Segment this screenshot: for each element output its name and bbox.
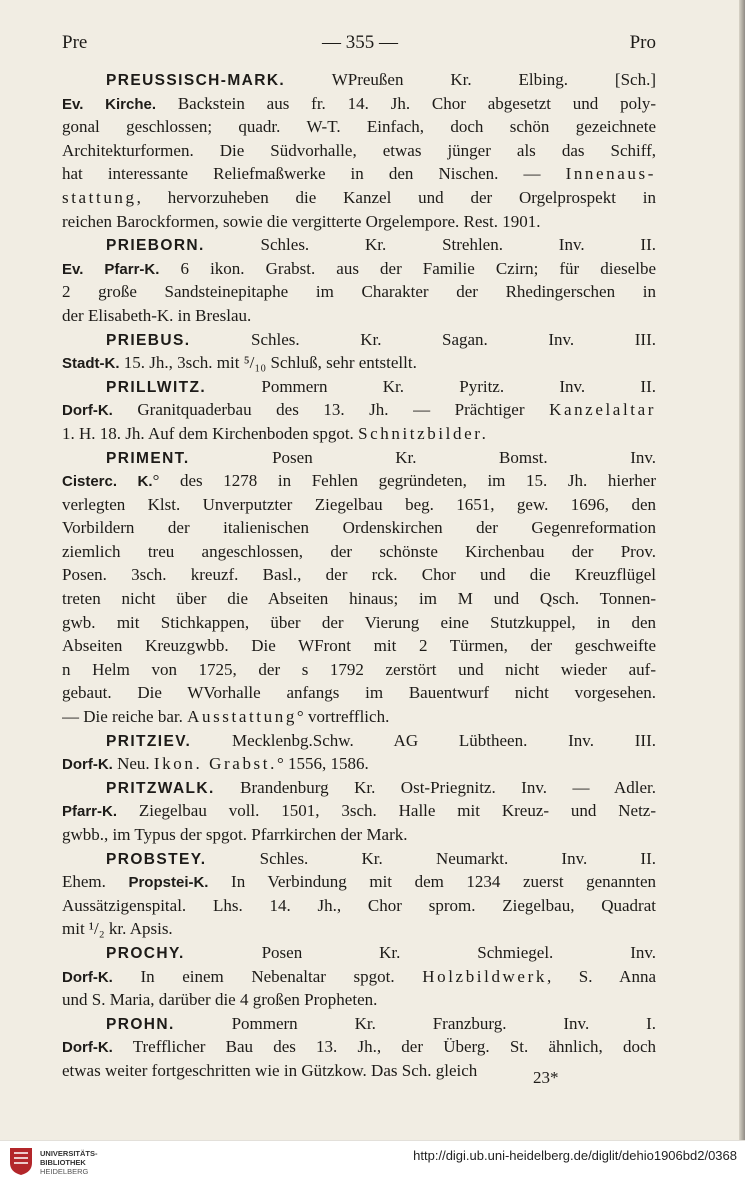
text-run: , S. Anna <box>546 966 656 986</box>
entry-text-line <box>62 611 656 635</box>
entry-text-line <box>62 988 656 1012</box>
spaced-term: Innenaus- <box>565 164 656 184</box>
place-name: PROBSTEY. <box>106 850 207 868</box>
text-run: WPreußen Kr. Elbing. [Sch.] <box>285 70 656 89</box>
text-run: der Elisabeth-K. in Breslau. <box>62 305 252 325</box>
entry-heading-line <box>62 233 656 257</box>
entry-text-line <box>62 92 656 116</box>
text-run: Pommern Kr. Franzburg. Inv. I. <box>174 1013 656 1033</box>
building-type: Dorf-K. <box>62 968 113 986</box>
text-run: Backstein aus fr. 14. Jh. Chor abgesetzt und poly- <box>156 93 656 113</box>
entry-text-line <box>62 563 656 587</box>
entry-text-line <box>62 870 656 894</box>
entry-heading-line <box>62 68 656 92</box>
entry-text-line <box>62 493 656 517</box>
entry-heading-line <box>62 446 656 470</box>
building-type: Propstei-K. <box>128 874 209 892</box>
entry-heading-line <box>62 941 656 965</box>
text-run: Brandenburg Kr. Ost-Priegnitz. Inv. — Adler. <box>214 777 656 797</box>
text-run: Architekturformen. Die Südvorhalle, etwas jünger als das Schiff, <box>62 140 656 160</box>
entry-text-line <box>62 823 656 847</box>
entry-text-line <box>62 1035 656 1059</box>
place-name: PROCHY. <box>106 944 185 962</box>
building-type: Stadt-K. <box>62 355 120 373</box>
text-run: mit ¹/₂ kr. Apsis. <box>62 919 173 939</box>
library-name-line: BIBLIOTHEK <box>40 1158 86 1167</box>
entry <box>62 776 656 847</box>
spaced-term: Kanzelaltar <box>549 400 656 420</box>
building-type: Ev. Pfarr-K. <box>62 260 160 278</box>
entry-text-line <box>62 752 656 776</box>
text-run: — Die reiche bar. <box>62 707 188 727</box>
page-number: — 355 — <box>322 32 398 53</box>
building-type: Dorf-K. <box>62 1039 113 1057</box>
entry-text-line <box>62 304 656 328</box>
text-run: Trefflicher Bau des 13. Jh., der Überg. St. ähnlich, doch <box>112 1037 656 1057</box>
text-run: Vorbildern der italienischen Ordenskirchen der Gegenreformation <box>62 518 656 538</box>
place-name: PRIEBORN. <box>106 237 205 255</box>
text-run: Schles. Kr. Strehlen. Inv. II. <box>204 235 656 255</box>
entry-heading-line <box>62 729 656 753</box>
entry-text-line <box>62 422 656 446</box>
spaced-term: Ausstattung <box>187 707 297 727</box>
entry-text-line <box>62 965 656 989</box>
entry-text-line <box>62 280 656 304</box>
text-run: Schles. Kr. Neumarkt. Inv. II. <box>206 848 656 868</box>
text-run: gwbb., im Typus der spgot. Pfarrkirchen der Mark. <box>62 825 408 844</box>
entry-text-line <box>62 1059 656 1083</box>
text-run: ° vortrefflich. <box>296 707 390 727</box>
text-run: verlegten Klst. Unverputzter Ziegelbau beg. 1651, gew. 1696, den <box>62 494 656 514</box>
entry-text-line <box>62 705 656 729</box>
entry-text-line <box>62 351 656 375</box>
text-run: ° 1556, 1586. <box>276 754 369 774</box>
entry-text-line <box>62 139 656 163</box>
entry-heading-line <box>62 375 656 399</box>
text-run: ° des 1278 in Fehlen gegründeten, im 15. Jh. hierher <box>152 471 656 491</box>
place-name: PRIEBUS. <box>106 331 191 349</box>
entry <box>62 847 656 941</box>
entry <box>62 729 656 776</box>
entry <box>62 446 656 729</box>
text-run: ziemlich treu angeschlossen, der schönste Kirchenbau der Prov. <box>62 541 656 561</box>
text-run: In Verbindung mit dem 1234 zuerst genannten <box>208 872 656 892</box>
text-run: gebaut. Die WVorhalle anfangs im Bauentwurf nicht vorgesehen. <box>62 683 656 703</box>
spaced-term: Holzbildwerk <box>422 966 547 986</box>
library-footer <box>0 1140 745 1190</box>
text-run: und S. Maria, darüber die 4 großen Propheten. <box>62 990 378 1010</box>
text-run: Mecklenbg.Schw. AG Lübtheen. Inv. III. <box>191 730 656 750</box>
entry-text-line <box>62 115 656 139</box>
text-run: Pommern Kr. Pyritz. Inv. II. <box>206 376 656 396</box>
header-left-catchword: Pre <box>62 32 88 53</box>
text-run: , hervorzuheben die Kanzel und der Orgelprospekt in <box>136 187 656 207</box>
text-run: Aussätzigenspital. Lhs. 14. Jh., Chor sprom. Ziegelbau, Quadrat <box>62 895 656 915</box>
entry <box>62 68 656 233</box>
running-header <box>60 32 660 58</box>
entry-heading-line <box>62 847 656 871</box>
entry-text-line <box>62 799 656 823</box>
entry <box>62 233 656 327</box>
entry <box>62 1012 656 1083</box>
place-name: PRILLWITZ. <box>106 378 207 396</box>
text-run: Neu. <box>112 754 154 774</box>
place-name: PRITZIEV. <box>106 732 192 750</box>
building-type: Ev. Kirche. <box>62 95 156 113</box>
page-edge-shadow <box>739 0 745 1140</box>
text-run: 6 ikon. Grabst. aus der Familie Czirn; für dieselbe <box>159 258 656 278</box>
building-type: Pfarr-K. <box>62 803 118 821</box>
entry-text-line <box>62 398 656 422</box>
text-run: Ehem. <box>62 872 129 892</box>
entry-text-line <box>62 681 656 705</box>
building-type: Dorf-K. <box>62 402 113 420</box>
spaced-term: stattung <box>62 187 137 207</box>
text-run: hat interessante Reliefmaßwerke in den Nischen. — <box>62 164 566 184</box>
signature-mark: 23* <box>533 1068 559 1087</box>
place-name: PRIMENT. <box>106 449 190 467</box>
text-run: Granitquaderbau des 13. Jh. — Prächtiger <box>112 400 550 420</box>
library-name <box>40 1149 98 1176</box>
building-type: Cisterc. K. <box>62 473 153 491</box>
entry-heading-line <box>62 1012 656 1036</box>
text-run: reichen Barockformen, sowie die vergitterte Orgelempore. Rest. 1901. <box>62 211 541 231</box>
place-name: PREUSSISCH-MARK. <box>106 72 286 89</box>
entry-text-line <box>62 469 656 493</box>
spaced-term: Ikon. Grabst. <box>153 754 277 774</box>
place-name: PRITZWALK. <box>106 779 215 797</box>
text-run: etwas weiter fortgeschritten wie in Gützkow. Das Sch. gleich <box>62 1060 478 1080</box>
header-right-catchword: Pro <box>629 32 656 53</box>
entry-heading-line <box>62 328 656 352</box>
place-name: PROHN. <box>106 1015 175 1033</box>
text-run: In einem Nebenaltar spgot. <box>112 966 423 986</box>
text-run: 1. H. 18. Jh. Auf dem Kirchenboden spgot. <box>62 423 359 443</box>
entry-text-line <box>62 587 656 611</box>
library-logo-icon <box>8 1146 34 1176</box>
text-run: Posen Kr. Schmiegel. Inv. <box>184 942 656 962</box>
source-url-link[interactable]: http://digi.ub.uni-heidelberg.de/diglit/dehio1906bd2/0368 <box>413 1148 737 1163</box>
text-run: gonal geschlossen; quadr. W-T. Einfach, doch schön gezeichnete <box>62 117 656 137</box>
entry-heading-line <box>62 776 656 800</box>
page-body-text <box>62 68 656 1083</box>
entry-text-line <box>62 540 656 564</box>
text-run: Schles. Kr. Sagan. Inv. III. <box>190 329 656 349</box>
entry-text-line <box>62 516 656 540</box>
text-run: Ziegelbau voll. 1501, 3sch. Halle mit Kreuz- und Netz- <box>117 801 656 821</box>
building-type: Dorf-K. <box>62 756 113 774</box>
entry <box>62 941 656 1012</box>
text-run: n Helm von 1725, der s 1792 zerstört und nicht wieder auf- <box>62 659 656 679</box>
text-run: treten nicht über die Abseiten hinaus; im M und Qsch. Tonnen- <box>62 589 656 609</box>
entry-text-line <box>62 917 656 941</box>
entry-text-line <box>62 634 656 658</box>
library-name-line: HEIDELBERG <box>40 1167 89 1176</box>
text-run: 15. Jh., 3sch. mit ⁵/₁₀ Schluß, sehr entstellt. <box>119 353 417 373</box>
entry-text-line <box>62 186 656 210</box>
spaced-term: Schnitzbilder. <box>358 423 489 443</box>
entry-text-line <box>62 257 656 281</box>
entry-text-line <box>62 162 656 186</box>
entry-text-line <box>62 658 656 682</box>
library-name-line: UNIVERSITÄTS- <box>40 1149 98 1158</box>
entry <box>62 328 656 375</box>
entry-text-line <box>62 894 656 918</box>
entry-text-line <box>62 210 656 234</box>
text-run: gwb. mit Stichkappen, über der Vierung eine Stutzkuppel, in den <box>62 612 656 632</box>
entry <box>62 375 656 446</box>
text-run: Posen Kr. Bomst. Inv. <box>189 447 656 467</box>
text-run: Abseiten Kreuzgwbb. Die WFront mit 2 Türmen, der geschweifte <box>62 636 656 656</box>
text-run: Posen. 3sch. kreuzf. Basl., der rck. Chor und die Kreuzflügel <box>62 565 656 585</box>
text-run: 2 große Sandsteinepitaphe im Charakter der Rhedingerschen in <box>62 282 656 302</box>
